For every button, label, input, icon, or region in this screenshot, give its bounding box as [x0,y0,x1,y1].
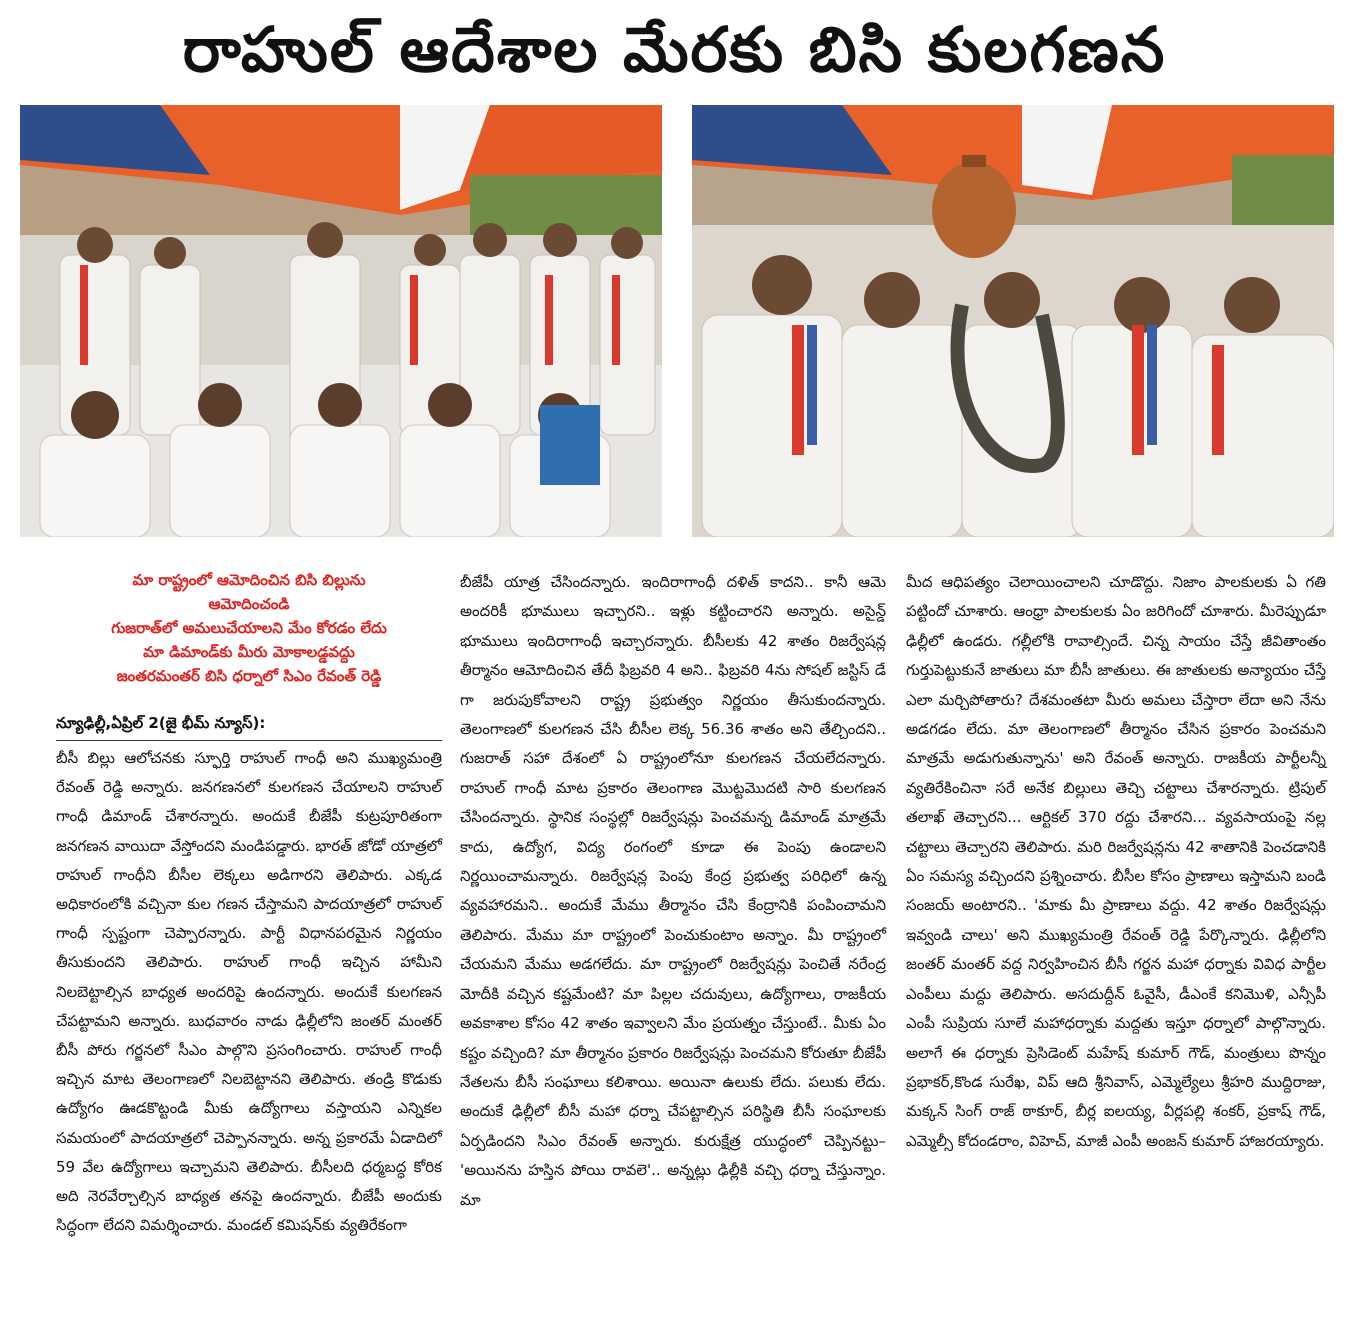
headline: రాహుల్ ఆదేశాల మేరకు బిసి కులగణన [182,13,1167,86]
photo-rally-speech [20,105,662,537]
article-column-3: మీద ఆధిపత్యం చెలాయించాలని చూడొద్దు. నిజాం పాలకులకు ఏ గతి పట్టిందో చూశారు. ఆంధ్రా పాలకులకు ఏం జరిగిందో చూశారు. మీరెప్పుడూ ఢిల్లీలో ఉండరు. గల్లీలోకి రావాల్సిందే. చిన్న సాయం చేస్తే జీవితాంతం గుర్తుపెట్టుకునే జాతులు మా బీసీ జాతులు. ఈ జాతులకు అన్యాయం చేస్తే ఎలా మర్చిపోతారు? దేశమంతటా మీరు అమలు చేస్తారా లేదా అని నేను అడగడం లేదు. మా తెలంగాణలో తీర్మానం చేసిన ప్రకారం పెంచమని మాత్రమే అడుగుతున్నాను' అని రేవంత్ అన్నారు. రాజకీయ పార్టీలన్నీ వ్యతిరేకించినా సరే అనేక బిల్లులు తెచ్చి చట్టాలు చేశారన్నారు. ట్రిపుల్ తలాఖ్ తెచ్చారని... ఆర్టికల్ 370 రద్దు చేశారని... వ్యవసాయంపై నల్ల చట్టాలు తెచ్చారని తెలిపారు. మరి రిజర్వేషన్లను 42 శాతానికి పెంచడానికి ఏం సమస్య వచ్చిందని ప్రశ్నించారు. బీసీల కోసం ప్రాణాలు ఇస్తామని బండి సంజయ్ అంటారని.. 'మాకు మీ ప్రాణాలు వద్దు. 42 శాతం రిజర్వేషన్లు ఇవ్వండి చాలు' అని ముఖ్యమంత్రి రేవంత్ రెడ్డి పేర్కొన్నారు. ఢిల్లీలోని జంతర్ మంతర్ వద్ద నిర్వహించిన బీసీ గర్జన మహా ధర్నాకు వివిధ పార్టీల ఎంపీలు మద్దు తెలిపారు. అసదుద్దీన్ ఓవైసీ, డీఎంకే కనిమొళి, ఎన్సీపీ ఎంపీ సుప్రియ సూలే మహాధర్నాకు మద్దతు ఇస్తూ ధర్నాలో పాల్గొన్నారు. అలాగే ఈ ధర్నాకు ప్రెసిడెంట్ మహేష్ కుమార్ గౌడ్, మంత్రులు పొన్నం ప్రభాకర్,కొండ సురేఖ, విప్ ఆది శ్రీనివాస్, ఎమ్మెల్యేలు శ్రీహరి ముద్దిరాజు, మక్కన్ సింగ్ రాజ్ ఠాకూర్, బీర్ల ఐలయ్య, వీర్లపల్లి శంకర్, ప్రకాష్ గౌడ్, ఎమ్మెల్సీ కోదండరాం, విహెచ్, మాజీ ఎంపీ అంజన్ కుమార్ హాజరయ్యారు. [906,573,1326,1150]
subhead-line: మా రాష్ట్రంలో ఆమోదించిన బిసి బిల్లును [132,571,366,589]
article-column-1: బీసీ బిల్లు ఆలోచనకు స్ఫూర్తి రాహుల్ గాంధీ అని ముఖ్యమంత్రి రేవంత్ రెడ్డి అన్నారు. జనగణనలో కులగణన చేయాలని రాహుల్ గాంధీ డిమాండ్ చేశారన్నారు. అందుకే బీజేపీ కుట్రపూరితంగా జనగణన వాయిదా వేస్తోందని మండిపడ్డారు. భారత్ జోడో యాత్రలో రాహుల్ గాంధీని బీసీల లెక్కలు అడిగారని తెలిపారు. ఎక్కడ అధికారంలోకి వచ్చినా కుల గణన చేస్తామని పాదయాత్రలో రాహుల్ గాంధీ స్పష్టంగా చెప్పారన్నారు. పార్టీ విధానపరమైన నిర్ణయం తీసుకుందని తెలిపారు. రాహుల్ గాంధీ ఇచ్చిన హామీని నిలబెట్టాల్సిన బాధ్యత అందరిపై ఉందన్నారు. అందుకే కులగణన చేపట్టామని అన్నారు. బుధవారం నాడు ఢిల్లీలోని జంతర్ మంతర్ బీసీ పోరు గర్జనలో సీఎం పాల్గొని ప్రసంగించారు. రాహుల్ గాంధీ ఇచ్చిన మాట తెలంగాణలో నిలబెట్టానని తెలిపారు. తండ్రి కొడుకు ఉద్యోగం ఊడకొట్టండి మీకు ఉద్యోగాలు వస్తాయని ఎన్నికల సమయంలో పాదయాత్రలో చెప్పానన్నారు. అన్న ప్రకారమే ఏడాదిలో 59 వేల ఉద్యోగాలు ఇచ్చామని తెలిపారు. బీసీలది ధర్మబద్ధ కోరిక అది నెరవేర్చాల్సిన బాధ్యత తనపై ఉందన్నారు. బీజేపీ అందుకు సిద్ధంగా లేదని విమర్శించారు. మండల్ కమిషన్‌కు వ్యతిరేకంగా [56,749,442,1235]
dateline: న్యూఢిల్లీ,ఏప్రిల్ 2(జై భీమ్ న్యూస్): [56,714,266,732]
photo-garland-felicitation [692,105,1334,537]
divider [56,740,442,741]
subhead-line: గుజరాత్‌లో అమలుచేయాలని మేం కోరడం లేదు [111,619,387,637]
subhead-line: జంతరమంతర్ బిసి ధర్నాలో సిఎం రేవంత్ రెడ్డి [116,667,382,685]
article-column-2: బీజేపీ యాత్ర చేసిందన్నారు. ఇందిరాగాంధీ దళిత్ కాదని.. కానీ ఆమె అందరికీ భూములు ఇచ్చారని.. ఇళ్లు కట్టించారని అన్నారు. అసైన్డ్ భూములు ఇందిరాగాంధీ ఇచ్చారన్నారు. బీసీలకు 42 శాతం రిజర్వేషన్ల తీర్మానం ఆమోదించిన తేదీ ఫిబ్రవరి 4 అని.. ఫిబ్రవరి 4ను సోషల్ జస్టిస్ డే గా జరుపుకోవాలని రాష్ట్ర ప్రభుత్వం నిర్ణయం తీసుకుందన్నారు. తెలంగాణలో కులగణన చేసి బీసీల లెక్క 56.36 శాతం అని తేల్చిందని.. గుజరాత్ సహా దేశంలో ఏ రాష్ట్రంలోనూ కులగణన చేయలేదన్నారు. రాహుల్ గాంధీ మాట ప్రకారం తెలంగాణ మొట్టమొదటి సారి కులగణన చేసిందన్నారు. స్థానిక సంస్థల్లో రిజర్వేషన్లు పెంచమన్న డిమాండ్ మాత్రమే కాదు, ఉద్యోగ, విద్య రంగంలో కూడా ఈ పెంపు ఉండాలని నిర్ణయించామన్నారు. రిజర్వేషన్ల పెంపు కేంద్ర ప్రభుత్వ పరిధిలో ఉన్న వ్యవహారమని.. అందుకే మేము తీర్మానం చేసి కేంద్రానికి పంపించామని తెలిపారు. మేము మా రాష్ట్రంలో పెంచుకుంటాం అన్నాం. మీ రాష్ట్రంలో చేయమని మేము అడగలేదు. మా రాష్ట్రంలో రిజర్వేషన్లు పెంచితే నరేంద్ర మోదీకి వచ్చిన కష్టమేంటి? మా పిల్లల చదువులు, ఉద్యోగాలు, రాజకీయ అవకాశాల కోసం 42 శాతం ఇవ్వాలని మేం ప్రయత్నం చేస్తుంటే.. మీకు ఏం కష్టం వచ్చింది? మా తీర్మానం ప్రకారం రిజర్వేషన్లు పెంచమని కోరుతూ బీజేపీ నేతలను బీసీ సంఘాలు కలిశాయి. అయినా ఉలుకు లేదు. పలుకు లేదు. అందుకే ఢిల్లీలో బీసీ మహా ధర్నా చేపట్టాల్సిన పరిస్థితి బీసీ సంఘాలకు ఏర్పడిందని సిఎం రేవంత్ అన్నారు. కురుక్షేత్ర యుద్ధంలో చెప్పినట్టు– 'అయినను హస్తిన పోయి రావలె'.. అన్నట్లు ఢిల్లీకి వచ్చి ధర్నా చేస్తున్నాం. మా [460,573,886,1209]
subhead-line: మా డిమాండ్‌కు మీరు మోకాలడ్డవద్దు [143,643,355,661]
subheads [56,568,442,688]
subhead-line: ఆమోదించండి [208,595,290,613]
